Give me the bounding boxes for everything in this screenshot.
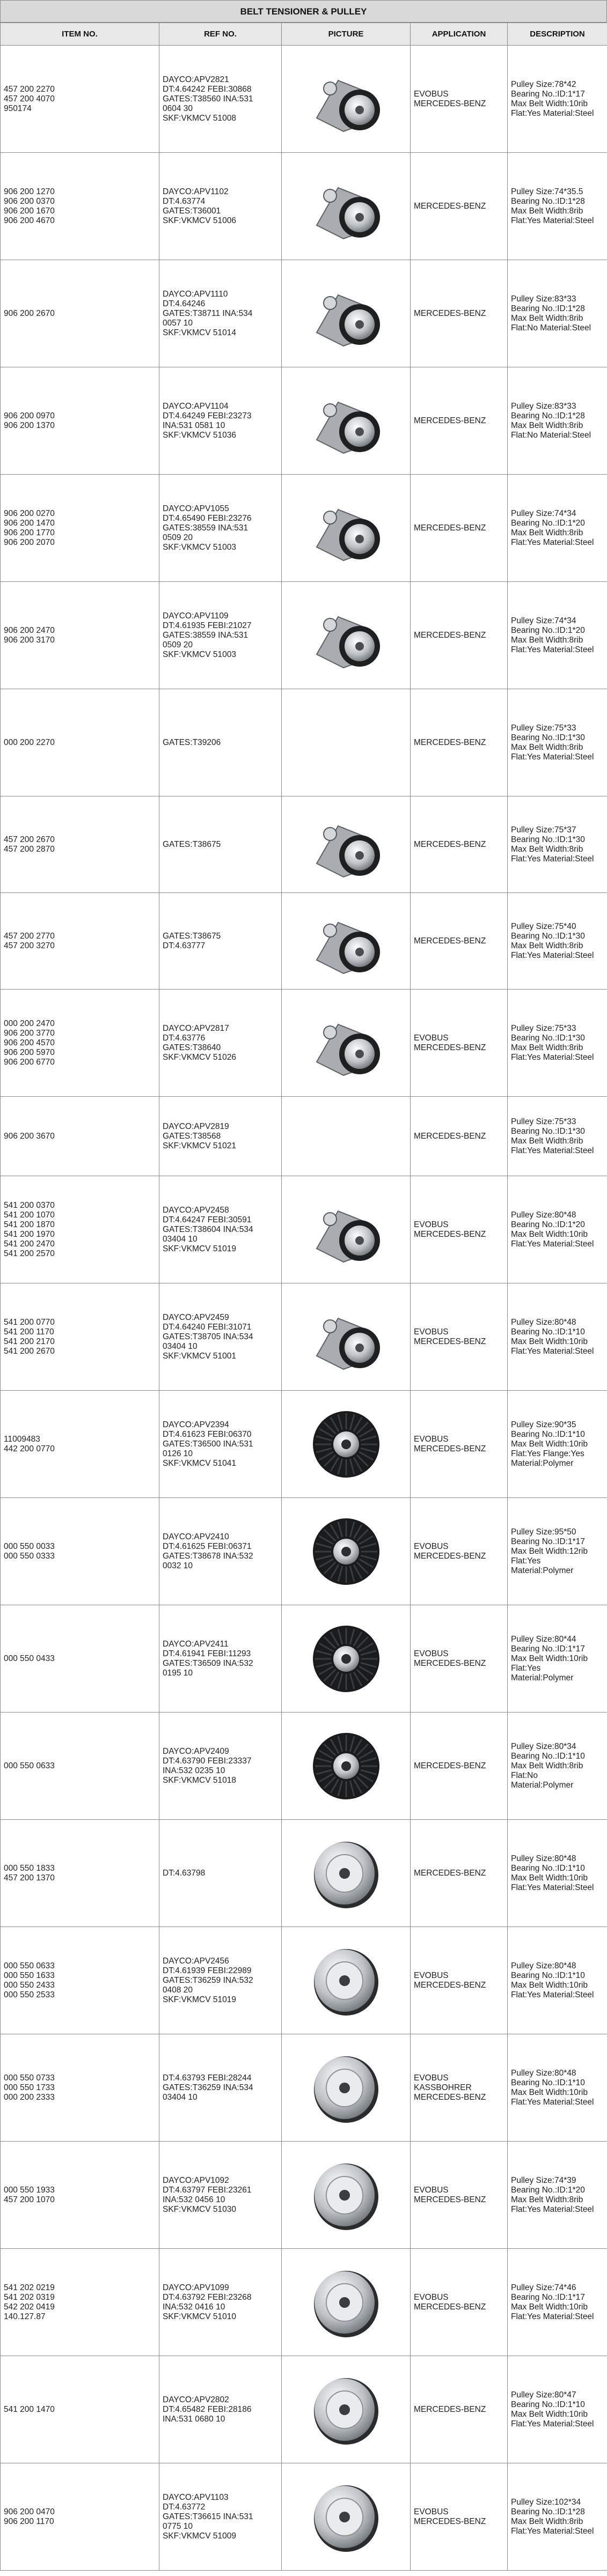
item-no-cell: 000 550 1933 457 200 1070 [1,2142,159,2249]
grooved-pulley-icon [301,1404,392,1485]
item-no-cell: 541 200 1470 [1,2356,159,2463]
picture-cell [282,1820,411,1927]
ref-no-cell: GATES:T38675 [159,796,282,893]
description-cell: Pulley Size:78*42 Bearing No.:ID:1*17 Max Belt Width:10rib Flat:Yes Material:Steel [508,46,607,153]
description-cell: Pulley Size:90*35 Bearing No.:ID:1*10 Max Belt Width:10rib Flat:Yes Flange:Yes Material:Polymer [508,1391,607,1498]
application-cell: MERCEDES-BENZ [411,689,508,796]
tensioner-icon [301,804,392,885]
picture-cell [282,1097,411,1176]
table-row [1,1283,607,1391]
item-no-cell: 000 200 2470 906 200 3770 906 200 4570 906 200 5970 906 200 6770 [1,990,159,1097]
picture-cell [282,153,411,260]
picture-cell [282,2356,411,2463]
description-cell: Pulley Size:80*48 Bearing No.:ID:1*10 Max Belt Width:10rib Flat:Yes Material:Steel [508,1927,607,2034]
description-cell: Pulley Size:75*33 Bearing No.:ID:1*30 Max Belt Width:8rib Flat:Yes Material:Steel [508,1097,607,1176]
tensioner-icon [301,901,392,981]
application-cell: MERCEDES-BENZ [411,893,508,990]
table-row [1,2249,607,2356]
description-cell: Pulley Size:83*33 Bearing No.:ID:1*28 Max Belt Width:8rib Flat:No Material:Steel [508,260,607,367]
table-row [1,1176,607,1283]
table-row [1,1391,607,1498]
tensioner-icon [301,1297,392,1377]
ref-no-cell: DT:4.63793 FEBI:28244 GATES:T36259 INA:534 03404 10 [159,2034,282,2142]
ref-no-cell: DAYCO:APV1092 DT:4.63797 FEBI:23261 INA:532 0456 10 SKF:VKMCV 51030 [159,2142,282,2249]
application-cell: EVOBUS MERCEDES-BENZ [411,2142,508,2249]
table-row [1,796,607,893]
item-no-cell: 000 550 0733 000 550 1733 000 200 2333 [1,2034,159,2142]
item-no-header: ITEM NO. [1,23,159,46]
ref-no-cell: DAYCO:APV2411 DT:4.61941 FEBI:11293 GATES:T36509 INA:532 0195 10 [159,1605,282,1713]
application-cell: MERCEDES-BENZ [411,2356,508,2463]
page-title: BELT TENSIONER & PULLEY [0,0,607,23]
picture-cell [282,1283,411,1391]
flat-pulley-icon [301,2477,392,2557]
item-no-cell: 906 200 1270 906 200 0370 906 200 1670 906 200 4670 [1,153,159,260]
picture-cell [282,689,411,796]
table-row [1,582,607,689]
picture-cell [282,1927,411,2034]
application-cell: MERCEDES-BENZ [411,153,508,260]
item-no-cell: 457 200 2270 457 200 4070 950174 [1,46,159,153]
table-row [1,1820,607,1927]
ref-no-cell: DAYCO:APV1104 DT:4.64249 FEBI:23273 INA:531 0581 10 SKF:VKMCV 51036 [159,367,282,475]
ref-no-cell: DAYCO:APV2394 DT:4.61623 FEBI:06370 GATES:T36500 INA:531 0126 10 SKF:VKMCV 51041 [159,1391,282,1498]
ref-no-cell: GATES:T39206 [159,689,282,796]
item-no-cell: 906 200 2670 [1,260,159,367]
application-cell: MERCEDES-BENZ [411,796,508,893]
tensioner-icon [301,595,392,676]
picture-cell [282,367,411,475]
item-no-cell: 906 200 0270 906 200 1470 906 200 1770 906 200 2070 [1,475,159,582]
application-cell: EVOBUS KASSBOHRER MERCEDES-BENZ [411,2034,508,2142]
tensioner-icon [301,381,392,461]
ref-no-cell: DAYCO:APV1099 DT:4.63792 FEBI:23268 INA:532 0416 10 SKF:VKMCV 51010 [159,2249,282,2356]
item-no-cell: 000 200 2270 [1,689,159,796]
item-no-cell: 906 200 3670 [1,1097,159,1176]
item-no-cell: 541 200 0370 541 200 1070 541 200 1870 541 200 1970 541 200 2470 541 200 2570 [1,1176,159,1283]
description-cell: Pulley Size:75*33 Bearing No.:ID:1*30 Max Belt Width:8rib Flat:Yes Material:Steel [508,689,607,796]
picture-cell [282,2142,411,2249]
description-cell: Pulley Size:102*34 Bearing No.:ID:1*28 Max Belt Width:8rib Flat:Yes Material:Steel [508,2463,607,2571]
description-cell: Pulley Size:80*48 Bearing No.:ID:1*10 Max Belt Width:10rib Flat:Yes Material:Steel [508,2034,607,2142]
picture-cell [282,46,411,153]
description-cell: Pulley Size:80*48 Bearing No.:ID:1*10 Max Belt Width:10rib Flat:Yes Material:Steel [508,1283,607,1391]
flat-pulley-icon [301,1833,392,1914]
table-row [1,1498,607,1605]
table-row [1,893,607,990]
table-row [1,689,607,796]
table-row [1,1927,607,2034]
item-no-cell: 906 200 0470 906 200 1170 [1,2463,159,2571]
description-cell: Pulley Size:74*34 Bearing No.:ID:1*20 Max Belt Width:8rib Flat:Yes Material:Steel [508,582,607,689]
table-row [1,990,607,1097]
ref-no-cell: GATES:T38675 DT:4.63777 [159,893,282,990]
description-cell: Pulley Size:83*33 Bearing No.:ID:1*28 Max Belt Width:8rib Flat:No Material:Steel [508,367,607,475]
application-cell: EVOBUS MERCEDES-BENZ [411,990,508,1097]
table-row [1,260,607,367]
description-cell: Pulley Size:80*47 Bearing No.:ID:1*10 Max Belt Width:10rib Flat:Yes Material:Steel [508,2356,607,2463]
table-row [1,475,607,582]
item-no-cell: 541 202 0219 541 202 0319 542 202 0419 140.127.87 [1,2249,159,2356]
ref-no-cell: DAYCO:APV1110 DT:4.64246 GATES:T38711 INA:534 0057 10 SKF:VKMCV 51014 [159,260,282,367]
picture-cell [282,475,411,582]
picture-cell [282,1605,411,1713]
application-cell: EVOBUS MERCEDES-BENZ [411,1927,508,2034]
description-cell: Pulley Size:75*37 Bearing No.:ID:1*30 Max Belt Width:8rib Flat:Yes Material:Steel [508,796,607,893]
picture-cell [282,2463,411,2571]
table-row [1,2142,607,2249]
item-no-cell: 000 550 0633 [1,1713,159,1820]
application-cell: MERCEDES-BENZ [411,475,508,582]
table-row [1,2463,607,2571]
ref-no-cell: DAYCO:APV2458 DT:4.64247 FEBI:30591 GATES:T38604 INA:534 03404 10 SKF:VKMCV 51019 [159,1176,282,1283]
flat-pulley-icon [301,2048,392,2128]
description-cell: Pulley Size:95*50 Bearing No.:ID:1*17 Max Belt Width:12rib Flat:Yes Material:Polymer [508,1498,607,1605]
picture-cell [282,1713,411,1820]
item-no-cell: 457 200 2770 457 200 3270 [1,893,159,990]
header-row [1,23,607,46]
ref-no-cell: DAYCO:APV2456 DT:4.61939 FEBI:22989 GATES:T36259 INA:532 0408 20 SKF:VKMCV 51019 [159,1927,282,2034]
application-cell: EVOBUS MERCEDES-BENZ [411,46,508,153]
tensioner-icon [301,1190,392,1270]
ref-no-cell: DAYCO:APV2409 DT:4.63790 FEBI:23337 INA:532 0235 10 SKF:VKMCV 51018 [159,1713,282,1820]
item-no-cell: 11009483 442 200 0770 [1,1391,159,1498]
picture-cell [282,990,411,1097]
item-no-cell: 000 550 0433 [1,1605,159,1713]
picture-cell [282,2034,411,2142]
ref-no-cell: DAYCO:APV1102 DT:4.63774 GATES:T36001 SKF:VKMCV 51006 [159,153,282,260]
description-cell: Pulley Size:80*44 Bearing No.:ID:1*17 Max Belt Width:10rib Flat:Yes Material:Polymer [508,1605,607,1713]
ref-no-cell: DAYCO:APV1109 DT:4.61935 FEBI:21027 GATES:38559 INA:531 0509 20 SKF:VKMCV 51003 [159,582,282,689]
tensioner-icon [301,59,392,139]
ref-no-cell: DAYCO:APV2821 DT:4.64242 FEBI:30868 GATES:T38560 INA:531 0604 30 SKF:VKMCV 51008 [159,46,282,153]
description-cell: Pulley Size:74*39 Bearing No.:ID:1*20 Max Belt Width:8rib Flat:Yes Material:Steel [508,2142,607,2249]
application-cell: EVOBUS MERCEDES-BENZ [411,2249,508,2356]
ref-no-cell: DAYCO:APV1103 DT:4.63772 GATES:T36615 INA:531 0775 10 SKF:VKMCV 51009 [159,2463,282,2571]
application-cell: MERCEDES-BENZ [411,1713,508,1820]
picture-cell [282,2249,411,2356]
tensioner-icon [301,1003,392,1083]
tensioner-icon [301,488,392,569]
item-no-cell: 906 200 2470 906 200 3170 [1,582,159,689]
parts-table [0,23,607,2571]
table-row [1,367,607,475]
application-cell: MERCEDES-BENZ [411,1820,508,1927]
application-cell: MERCEDES-BENZ [411,367,508,475]
ref-no-cell: DT:4.63798 [159,1820,282,1927]
ref-no-cell: DAYCO:APV2819 GATES:T38568 SKF:VKMCV 51021 [159,1097,282,1176]
tensioner-icon [301,274,392,354]
flat-pulley-icon [301,2370,392,2450]
picture-cell [282,1391,411,1498]
description-header: DESCRIPTION [508,23,607,46]
ref-no-header: REF NO. [159,23,282,46]
description-cell: Pulley Size:80*48 Bearing No.:ID:1*20 Max Belt Width:10rib Flat:Yes Material:Steel [508,1176,607,1283]
grooved-pulley-icon [301,1726,392,1806]
description-cell: Pulley Size:74*46 Bearing No.:ID:1*17 Max Belt Width:10rib Flat:Yes Material:Steel [508,2249,607,2356]
application-cell: EVOBUS MERCEDES-BENZ [411,1498,508,1605]
application-cell: MERCEDES-BENZ [411,260,508,367]
tensioner-icon [301,166,392,247]
description-cell: Pulley Size:74*35.5 Bearing No.:ID:1*28 Max Belt Width:8rib Flat:Yes Material:Steel [508,153,607,260]
picture-cell [282,1176,411,1283]
ref-no-cell: DAYCO:APV2459 DT:4.64240 FEBI:31071 GATES:T38705 INA:534 03404 10 SKF:VKMCV 51001 [159,1283,282,1391]
item-no-cell: 000 550 1833 457 200 1370 [1,1820,159,1927]
table-row [1,1713,607,1820]
item-no-cell: 457 200 2670 457 200 2870 [1,796,159,893]
table-row [1,1605,607,1713]
description-cell: Pulley Size:75*33 Bearing No.:ID:1*30 Max Belt Width:8rib Flat:Yes Material:Steel [508,990,607,1097]
picture-cell [282,260,411,367]
table-row [1,2356,607,2463]
picture-cell [282,1498,411,1605]
ref-no-cell: DAYCO:APV2410 DT:4.61625 FEBI:06371 GATES:T38678 INA:532 0032 10 [159,1498,282,1605]
description-cell: Pulley Size:80*34 Bearing No.:ID:1*10 Max Belt Width:8rib Flat:No Material:Polymer [508,1713,607,1820]
ref-no-cell: DAYCO:APV2802 DT:4.65482 FEBI:28186 INA:531 0680 10 [159,2356,282,2463]
picture-cell [282,796,411,893]
application-cell: EVOBUS MERCEDES-BENZ [411,1605,508,1713]
picture-header: PICTURE [282,23,411,46]
ref-no-cell: DAYCO:APV1055 DT:4.65490 FEBI:23276 GATES:38559 INA:531 0509 20 SKF:VKMCV 51003 [159,475,282,582]
picture-cell [282,582,411,689]
application-cell: EVOBUS MERCEDES-BENZ [411,1391,508,1498]
description-cell: Pulley Size:74*34 Bearing No.:ID:1*20 Max Belt Width:8rib Flat:Yes Material:Steel [508,475,607,582]
ref-no-cell: DAYCO:APV2817 DT:4.63776 GATES:T38640 SKF:VKMCV 51026 [159,990,282,1097]
application-header: APPLICATION [411,23,508,46]
table-row [1,2034,607,2142]
application-cell: MERCEDES-BENZ [411,1097,508,1176]
flat-pulley-icon [301,2262,392,2343]
description-cell: Pulley Size:75*40 Bearing No.:ID:1*30 Max Belt Width:8rib Flat:Yes Material:Steel [508,893,607,990]
flat-pulley-icon [301,1940,392,2021]
picture-cell [282,893,411,990]
item-no-cell: 000 550 0033 000 550 0333 [1,1498,159,1605]
application-cell: MERCEDES-BENZ [411,582,508,689]
description-cell: Pulley Size:80*48 Bearing No.:ID:1*10 Max Belt Width:10rib Flat:Yes Material:Steel [508,1820,607,1927]
item-no-cell: 000 550 0633 000 550 1633 000 550 2433 000 550 2533 [1,1927,159,2034]
grooved-pulley-icon [301,1511,392,1592]
item-no-cell: 541 200 0770 541 200 1170 541 200 2170 541 200 2670 [1,1283,159,1391]
table-row [1,46,607,153]
flat-pulley-icon [301,2155,392,2235]
table-row [1,153,607,260]
application-cell: EVOBUS MERCEDES-BENZ [411,1283,508,1391]
application-cell: EVOBUS MERCEDES-BENZ [411,2463,508,2571]
application-cell: EVOBUS MERCEDES-BENZ [411,1176,508,1283]
item-no-cell: 906 200 0970 906 200 1370 [1,367,159,475]
table-row [1,1097,607,1176]
grooved-pulley-icon [301,1619,392,1699]
